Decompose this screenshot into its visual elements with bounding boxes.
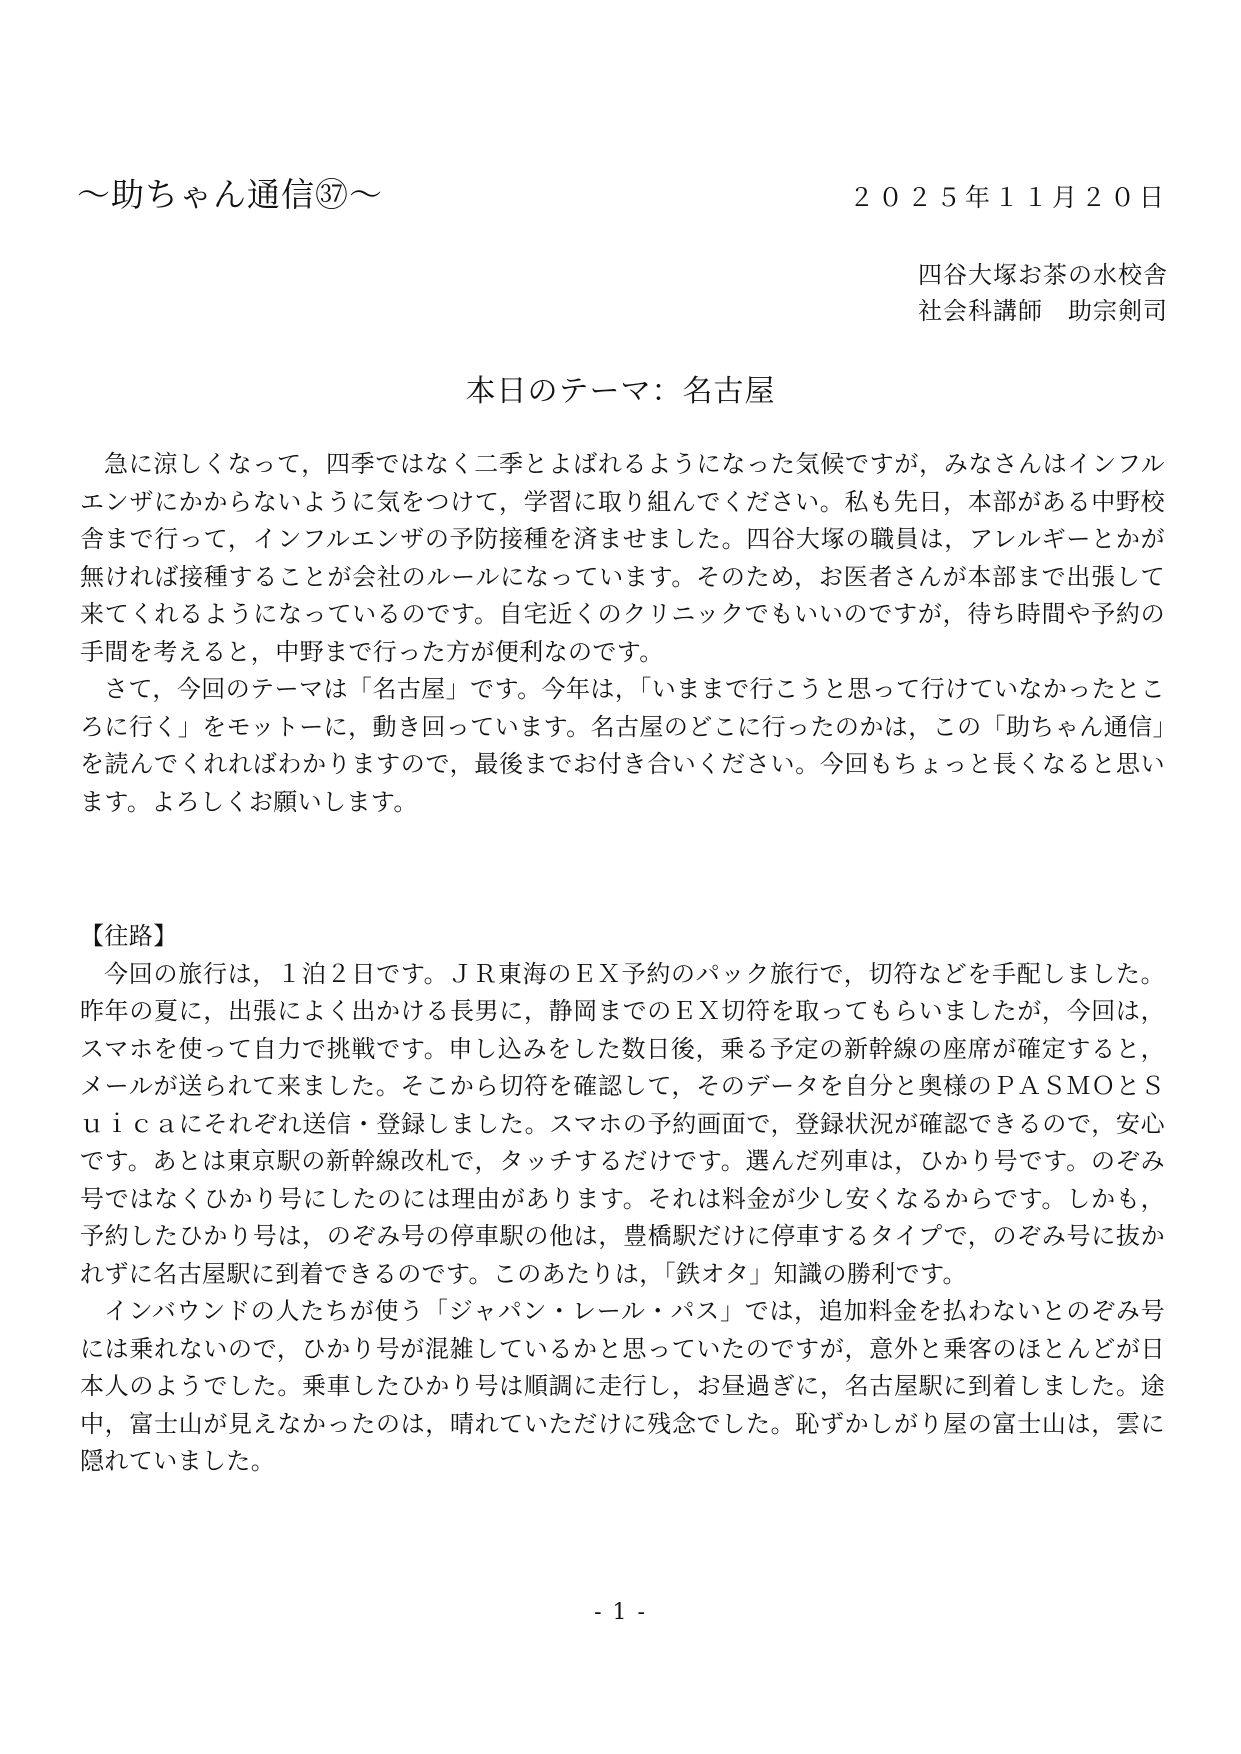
route-paragraph-2: インバウンドの人たちが使う「ジャパン・レール・パス」では，追加料金を払わないとのぞみ号には乗れないので，ひかり号が混雑しているかと思っていたのですが，意外と乗客のほとんどが日本人のようでした。乗車したひかり号は順調に走行し，お昼過ぎに，名古屋駅に到着しました。途中，富士山が見えなかったのは，晴れていただけに残念でした。恥ずかしがり屋の富士山は，雲に隠れていました。 (80, 1297, 1165, 1475)
page-number: - 1 - (594, 1600, 647, 1625)
route-section (80, 918, 1165, 1481)
route-heading: 【往路】 (80, 922, 178, 950)
route-paragraph-1: 今回の旅行は，１泊２日です。ＪＲ東海のＥＸ予約のパック旅行で，切符などを手配しました。昨年の夏に，出張によく出かける長男に，静岡までのＥＸ切符を取ってもらいましたが，今回は，スマホを使って自力で挑戦です。申し込みをした数日後，乗る予定の新幹線の座席が確定すると，メールが送られて来ました。そこから切符を確認して，そのデータを自分と奥様のＰＡＳＭＯとＳｕｉｃａにそれぞれ送信・登録しました。スマホの予約画面で，登録状況が確認できるので，安心です。あとは東京駅の新幹線改札で，タッチするだけです。選んだ列車は，ひかり号です。のぞみ号ではなくひかり号にしたのには理由があります。それは料金が少し安くなるからです。しかも，予約したひかり号は，のぞみ号の停車駅の他は，豊橋駅だけに停車するタイプで，のぞみ号に抜かれずに名古屋駅に到着できるのです。このあたりは，「鉄オタ」知識の勝利です。 (80, 959, 1165, 1288)
theme-heading: 本日のテーマ：名古屋 (465, 374, 776, 409)
author-name: 社会科講師 助宗剣司 (918, 297, 1168, 325)
intro-section (80, 446, 1165, 821)
newsletter-title: 〜助ちゃん通信㊲〜 (77, 175, 383, 214)
intro-paragraph-1: 急に涼しくなって，四季ではなく二季とよばれるようになった気候ですが，みなさんはインフルエンザにかからないように気をつけて，学習に取り組んでください。私も先日，本部がある中野校舎まで行って，インフルエンザの予防接種を済ませました。四谷大塚の職員は，アレルギーとかが無ければ接種することが会社のルールになっています。そのため，お医者さんが本部まで出張して来てくれるようになっているのです。自宅近くのクリニックでもいいのですが，待ち時間や予約の手間を考えると，中野まで行った方が便利なのです。 (80, 450, 1165, 666)
intro-paragraph-2: さて，今回のテーマは「名古屋」です。今年は，「いままで行こうと思って行けていなかったところに行く」をモットーに，動き回っています。名古屋のどこに行ったのかは，この「助ちゃん通信」を読んでくれればわかりますので，最後までお付き合いください。今回もちょっと長くなると思います。よろしくお願いします。 (80, 675, 1165, 816)
school-name: 四谷大塚お茶の水校舎 (918, 261, 1168, 289)
author-block (918, 257, 1168, 329)
issue-date: ２０２５年１１月２０日 (848, 183, 1168, 212)
